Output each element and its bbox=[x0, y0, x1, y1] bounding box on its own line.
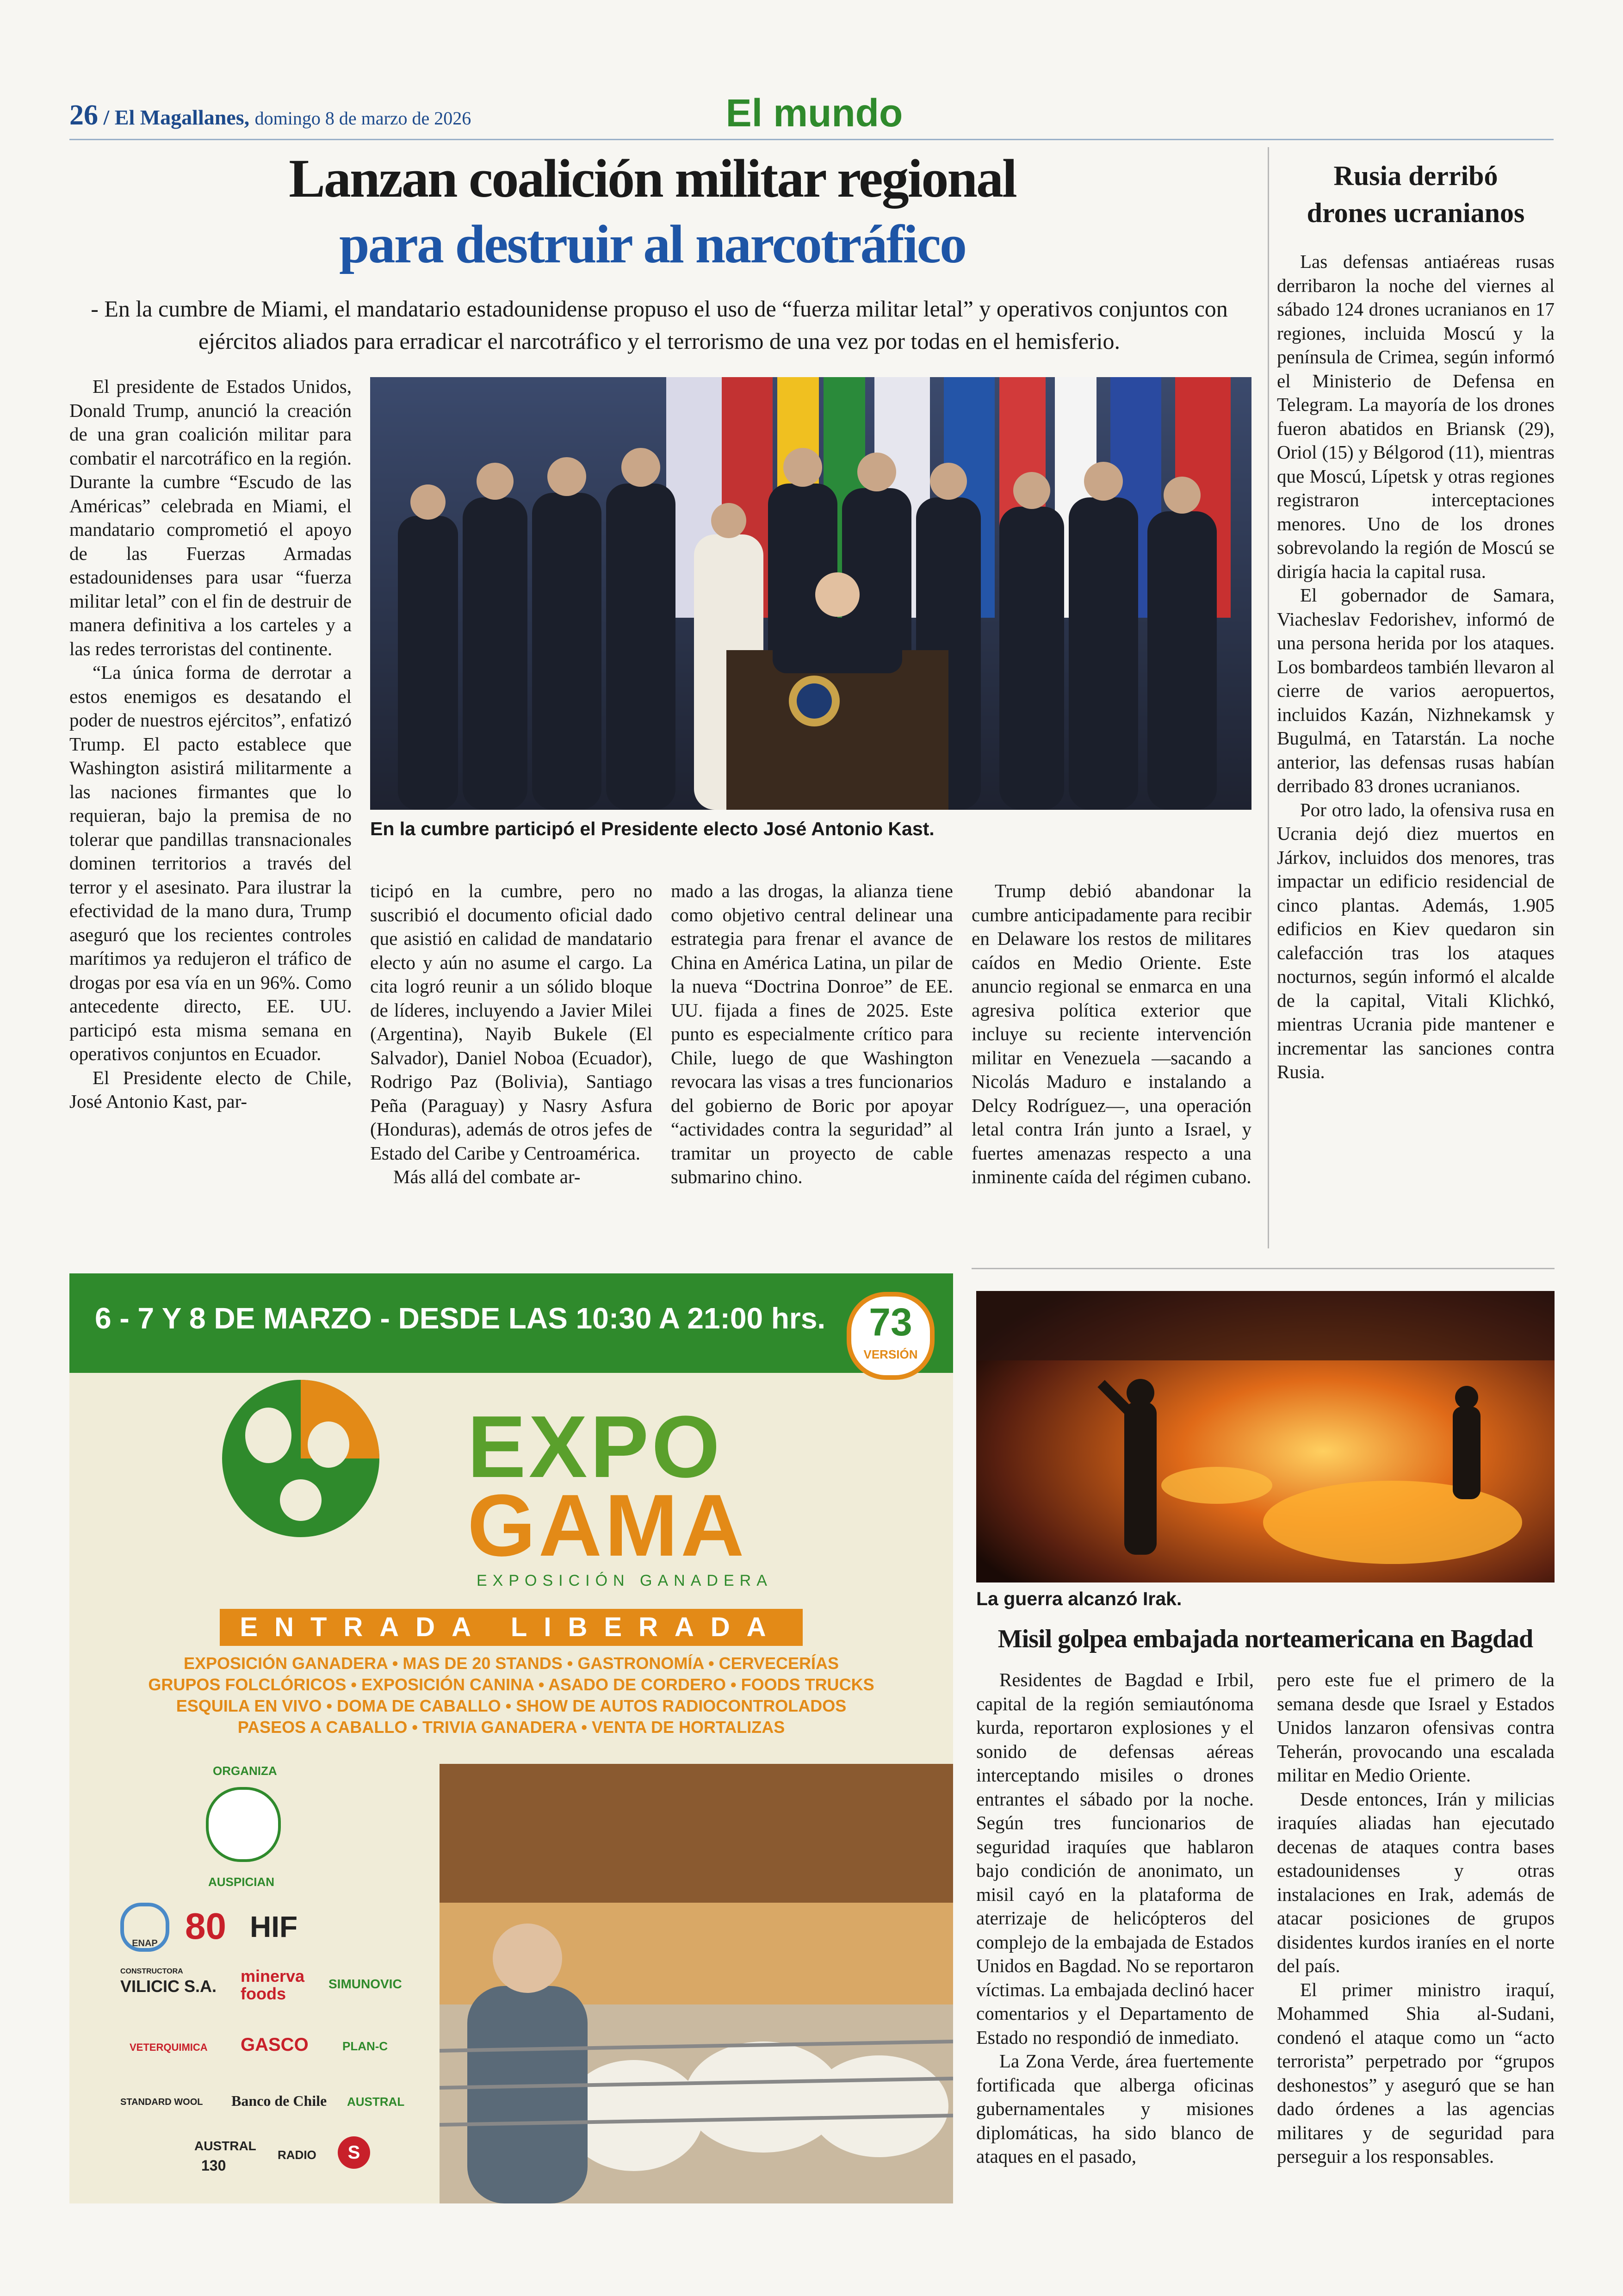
vilicic-top: CONSTRUCTORA bbox=[120, 1967, 183, 1975]
gasco-logo: GASCO bbox=[241, 2035, 309, 2055]
header-separator: / bbox=[103, 105, 110, 129]
eighty-logo: 80 bbox=[185, 1905, 226, 1947]
column-divider bbox=[1268, 147, 1269, 1248]
photo-caption: La guerra alcanzó Irak. bbox=[976, 1588, 1182, 1609]
austral-logo: AUSTRAL bbox=[347, 2095, 405, 2109]
advert-dates: 6 - 7 Y 8 DE MARZO - DESDE LAS 10:30 A 21:00 hrs. bbox=[95, 1302, 826, 1335]
edition-label: VERSIÓN bbox=[863, 1347, 918, 1361]
minerva-logo: minerva foods bbox=[241, 1967, 305, 2003]
iraq-protest-photo bbox=[976, 1291, 1555, 1582]
organiza-label: ORGANIZA bbox=[213, 1764, 277, 1778]
section-title: El mundo bbox=[725, 91, 903, 135]
article-deck: - En la cumbre de Miami, el mandatario estadounidense propuso el uso de “fuerza militar letal” y operativos conjuntos con ejércitos aliados para erradicar el narcotráfico y el terrorismo de una vez por todas en el hemisferio. bbox=[91, 296, 1228, 354]
free-entry-banner: ENTRADA LIBERADA bbox=[220, 1609, 803, 1646]
main-article-column-3 bbox=[671, 879, 953, 1189]
feature-line: EXPOSICIÓN GANADERA • MAS DE 20 STANDS • GASTRONOMÍA • CERVECERÍAS bbox=[184, 1654, 839, 1673]
iraq-article-column-2 bbox=[1277, 1668, 1555, 2169]
hif-logo: HIF bbox=[250, 1910, 298, 1943]
advert-subtitle: EXPOSICIÓN GANADERA bbox=[477, 1572, 773, 1589]
standard-wool-logo: STANDARD WOOL bbox=[120, 2097, 203, 2107]
paragraph: Desde entonces, Irán y milicias iraquíes aliadas han ejecutado decenas de ataques contra bases estadounidenses y otras instalaciones en Irak, además de atacar posiciones de grupos disidentes kurdos iraníes en el norte del país. bbox=[1277, 1788, 1555, 1976]
vilicic-logo: VILICIC S.A. bbox=[120, 1977, 217, 1996]
paragraph: ticipó en la cumbre, pero no suscribió el documento oficial dado que asistió en calidad de mandatario electo y aún no asume el cargo. La cita logró reunir a un sólido bloque de líderes, incluyendo a Javier Milei (Argentina), Nayib Bukele (El Salvador), Daniel Noboa (Ecuador), Rodrigo Paz (Bolivia), Santiago Peña (Paraguay) y Nasry Asfura (Honduras), además de otros jefes de Estado del Caribe y Centroamérica. bbox=[370, 880, 652, 1164]
page-header-info bbox=[69, 99, 471, 132]
s-logo: S bbox=[338, 2136, 370, 2169]
enap-label: ENAP bbox=[132, 1938, 158, 1948]
radio-logo: RADIO bbox=[278, 2148, 316, 2162]
paragraph: El presidente de Estados Unidos, Donald Trump, anunció la creación de una gran coalición militar para combatir el narcotráfico en la región. Durante la cumbre “Escudo de las Américas” celebrada en Miami, el mandatario comprometió el apoyo de las Fuerzas Armadas estadounidenses para usar “fuerza militar letal” con el fin de destruir de manera definitiva a los carteles y a las redes terroristas del continente. bbox=[69, 376, 352, 659]
logo-line: EXPO bbox=[467, 1398, 723, 1496]
feature-line: PASEOS A CABALLO • TRIVIA GANADERA • VENTA DE HORTALIZAS bbox=[237, 1718, 785, 1737]
main-article-column-1 bbox=[69, 375, 352, 1114]
livestock-photo bbox=[440, 1764, 953, 2203]
advert-features bbox=[69, 1653, 953, 1738]
simunovic-logo: SIMUNOVIC bbox=[328, 1977, 402, 1991]
la-prensa-austral-logo: AUSTRAL bbox=[194, 2139, 256, 2153]
side-headline bbox=[1277, 157, 1555, 231]
iraq-headline: Misil golpea embajada norteamericana en Bagdad bbox=[997, 1625, 1533, 1653]
paragraph: El gobernador de Samara, Viacheslav Fedorishev, informó de una persona herida por los ataques. Los bombardeos también llevaron al cierre de varios aeropuertos, incluidos Kazán, Nizhnekamsk y Bugulmá, en Tatarstán. La noche anterior, las defensas rusas habían derribado 83 drones ucranianos. bbox=[1277, 584, 1555, 796]
main-headline-secondary: para destruir al narcotráfico bbox=[339, 214, 966, 274]
header-divider bbox=[69, 139, 1554, 140]
paragraph: Más allá del combate ar- bbox=[393, 1166, 581, 1187]
veterquimica-logo: VETERQUIMICA bbox=[130, 2042, 208, 2053]
paragraph: El Presidente electo de Chile, José Antonio Kast, par- bbox=[69, 1067, 352, 1112]
edition-badge bbox=[847, 1292, 935, 1380]
newspaper-name: El Magallanes, bbox=[114, 105, 250, 129]
paragraph: La Zona Verde, área fuertemente fortificada que alberga oficinas gubernamentales y misiones diplomáticas, ha sido blanco de ataques en el pasado, bbox=[976, 2050, 1254, 2167]
side-article-body bbox=[1277, 250, 1555, 1084]
feature-line: ESQUILA EN VIVO • DOMA DE CABALLO • SHOW DE AUTOS RADIOCONTROLADOS bbox=[176, 1696, 847, 1715]
edition-number: 73 bbox=[869, 1300, 912, 1344]
paragraph: Residentes de Bagdad e Irbil, capital de la región semiautónoma kurda, reportaron explosiones y el sonido de defensas aéreas interceptando misiles o drones entrantes el sábado por la noche. Según tres funcionarios de seguridad iraquíes que hablaron bajo condición de anonimato, un misil cayó en la plataforma de aterrizaje de helicópteros del complejo de la embajada de Estados Unidos en Bagdad. No se reportaron víctimas. La embajada declinó hacer comentarios y el Departamento de Estado no respondió de inmediato. bbox=[976, 1669, 1254, 2048]
paragraph: mado a las drogas, la alianza tiene como objetivo central delinear una estrategia para frenar el avance de China en América Latina, un pilar de la nueva “Doctrina Donroe” de EE. UU. fijada a fines de 2025. Este punto es especialmente crítico para Chile, luego de que Washington revocara las visas a tres funcionarios del gobierno de Boric por apoyar “actividades contra la seguridad” al tramitar un proyecto de cable submarino chino. bbox=[671, 880, 953, 1187]
one-thirty-logo: 130 bbox=[201, 2157, 226, 2174]
planc-logo: PLAN-C bbox=[342, 2039, 388, 2053]
logo-line: GAMA bbox=[467, 1477, 747, 1575]
organizer-logo bbox=[206, 1787, 281, 1862]
iraq-article-column-1 bbox=[976, 1668, 1254, 2169]
side-headline-line: Rusia derribó bbox=[1333, 161, 1498, 191]
photo-caption: En la cumbre participó el Presidente electo José Antonio Kast. bbox=[370, 818, 935, 839]
paragraph: Por otro lado, la ofensiva rusa en Ucrania dejó diez muertos en Járkov, incluidos dos menores, tras impactar un edificio residencial de cinco plantas. Además, 1.905 edificios en Kiev quedaron sin calefacción tras los ataques nocturnos, según informó el alcalde de la capital, Vitali Klichkó, mientras Ucrania pide mantener e incrementar las sanciones contra Rusia. bbox=[1277, 799, 1555, 1082]
page-number: 26 bbox=[69, 99, 98, 131]
main-article-column-2 bbox=[370, 879, 652, 1189]
issue-date: domingo 8 de marzo de 2026 bbox=[254, 108, 471, 129]
paragraph: Las defensas antiaéreas rusas derribaron la noche del viernes al sábado 124 drones ucranianos en 17 regiones, incluida Moscú y la península de Crimea, según informó el Ministerio de Defensa en Telegram. La mayoría de los drones fueron abatidos en Briansk (29), Oriol (15) y Bélgorod (11), mientras que Moscú, Lípetsk y otras regiones registraron interceptaciones menores. Uno de los drones sobrevolando la región de Moscú se dirigía hacia la capital rusa. bbox=[1277, 251, 1555, 582]
side-headline-line: drones ucranianos bbox=[1307, 198, 1525, 228]
paragraph: pero este fue el primero de la semana desde que Israel y Estados Unidos lanzaron ofensivas contra Teherán, provocando una escalada militar en Medio Oriente. bbox=[1277, 1669, 1555, 1786]
enap-logo bbox=[120, 1903, 169, 1952]
banco-chile-logo: Banco de Chile bbox=[231, 2092, 327, 2109]
section-divider bbox=[972, 1268, 1555, 1269]
expogama-advert bbox=[69, 1273, 953, 2203]
feature-line: GRUPOS FOLCLÓRICOS • EXPOSICIÓN CANINA • ASADO DE CORDERO • FOODS TRUCKS bbox=[148, 1675, 874, 1694]
paragraph: El primer ministro iraquí, Mohammed Shia al-Sudani, condenó el ataque como un “acto terrorista” perpetrado por “grupos deshonestos” y aseguró que se han dado órdenes a las agencias militares y de seguridad para perseguir a los responsables. bbox=[1277, 1979, 1555, 2167]
expogama-animal-logo bbox=[213, 1375, 389, 1544]
paragraph: Trump debió abandonar la cumbre anticipadamente para recibir en Delaware los restos de militares caídos en Medio Oriente. Este anuncio regional se enmarca en una agresiva política exterior que incluye su reciente intervención militar en Venezuela —sacando a Nicolás Maduro e instalando a Delcy Rodríguez—, una operación letal contra Irán junto a Israel, y fuertes amenazas respecto a una inminente caída del régimen cubano. bbox=[972, 880, 1251, 1187]
paragraph: “La única forma de derrotar a estos enemigos es desatando el poder de nuestros ejércitos”, enfatizó Trump. El pacto establece que Washington asistirá militarmente a las naciones firmantes que lo requieran, bajo la premisa de no tolerar que pandillas transnacionales dominen territorios a través del terror y el asesinato. Para ilustrar la efectividad de la mano dura, Trump aseguró que los recientes controles marítimos ya redujeron el tráfico de drogas por esa vía en un 96%. Como antecedente directo, EE. UU. participó esta misma semana en operativos conjuntos en Ecuador. bbox=[69, 662, 352, 1064]
expogama-logo-text bbox=[467, 1398, 747, 1575]
summit-photo bbox=[370, 377, 1251, 810]
main-article-column-4 bbox=[972, 879, 1251, 1189]
main-headline: Lanzan coalición militar regional bbox=[289, 148, 1016, 209]
auspician-label: AUSPICIAN bbox=[208, 1875, 275, 1889]
